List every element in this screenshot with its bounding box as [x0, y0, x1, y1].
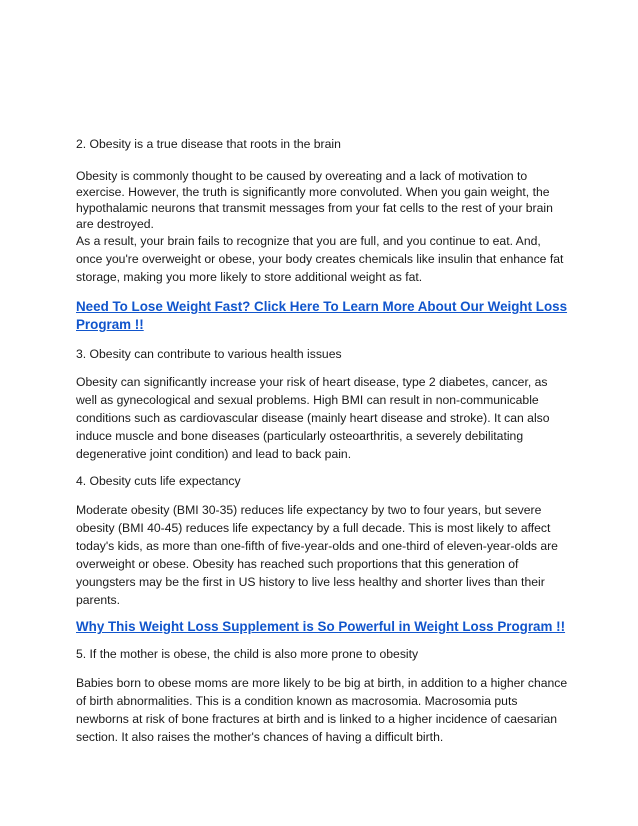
section-3-paragraph: Obesity can significantly increase your risk of heart disease, type 2 diabetes, cancer, as well as gynecological and sexual problems. High BMI can result in non-communicable conditions such as cardiovascular disease (mainly heart disease and stroke). It can also induce muscle and bone diseases (particularly osteoarthritis, a severely debilitating degenerative joint condition) and lead to back pain.: [76, 375, 550, 461]
weight-loss-supplement-link[interactable]: Why This Weight Loss Supplement is So Powerful in Weight Loss Program !!: [76, 619, 566, 634]
section-4-heading: 4. Obesity cuts life expectancy: [76, 474, 241, 488]
document-page: [76, 136, 570, 746]
section-2-heading: 2. Obesity is a true disease that roots in the brain: [76, 137, 341, 151]
weight-loss-program-link[interactable]: Need To Lose Weight Fast? Click Here To Learn More About Our Weight Loss Program !!: [76, 299, 568, 332]
section-3-heading: 3. Obesity can contribute to various health issues: [76, 347, 342, 361]
section-2-paragraph-1: Obesity is commonly thought to be caused by overeating and a lack of motivation to exercise. However, the truth is significantly more convoluted. When you gain weight, the hypothalamic neurons that transmit messages from your fat cells to the rest of your brain are destroyed.: [76, 169, 553, 231]
section-2-paragraph-2: As a result, your brain fails to recognize that you are full, and you continue to eat. And, once you're overweight or obese, your body creates chemicals like insulin that enhance fat storage, making you more likely to store additional weight as fat.: [76, 234, 564, 284]
section-5-heading: 5. If the mother is obese, the child is also more prone to obesity: [76, 647, 419, 661]
section-4-paragraph: Moderate obesity (BMI 30-35) reduces life expectancy by two to four years, but severe obesity (BMI 40-45) reduces life expectancy by a full decade. This is most likely to affect today's kids, as more than one-fifth of five-year-olds and one-third of eleven-year-olds are overweight or obese. Obesity has reached such proportions that this generation of youngsters may be the first in US history to live less healthy and shorter lives than their parents.: [76, 503, 558, 607]
section-5-paragraph: Babies born to obese moms are more likely to be big at birth, in addition to a higher chance of birth abnormalities. This is a condition known as macrosomia. Macrosomia puts newborns at risk of bone fractures at birth and is linked to a higher incidence of caesarian section. It also raises the mother's chances of having a difficult birth.: [76, 676, 568, 744]
